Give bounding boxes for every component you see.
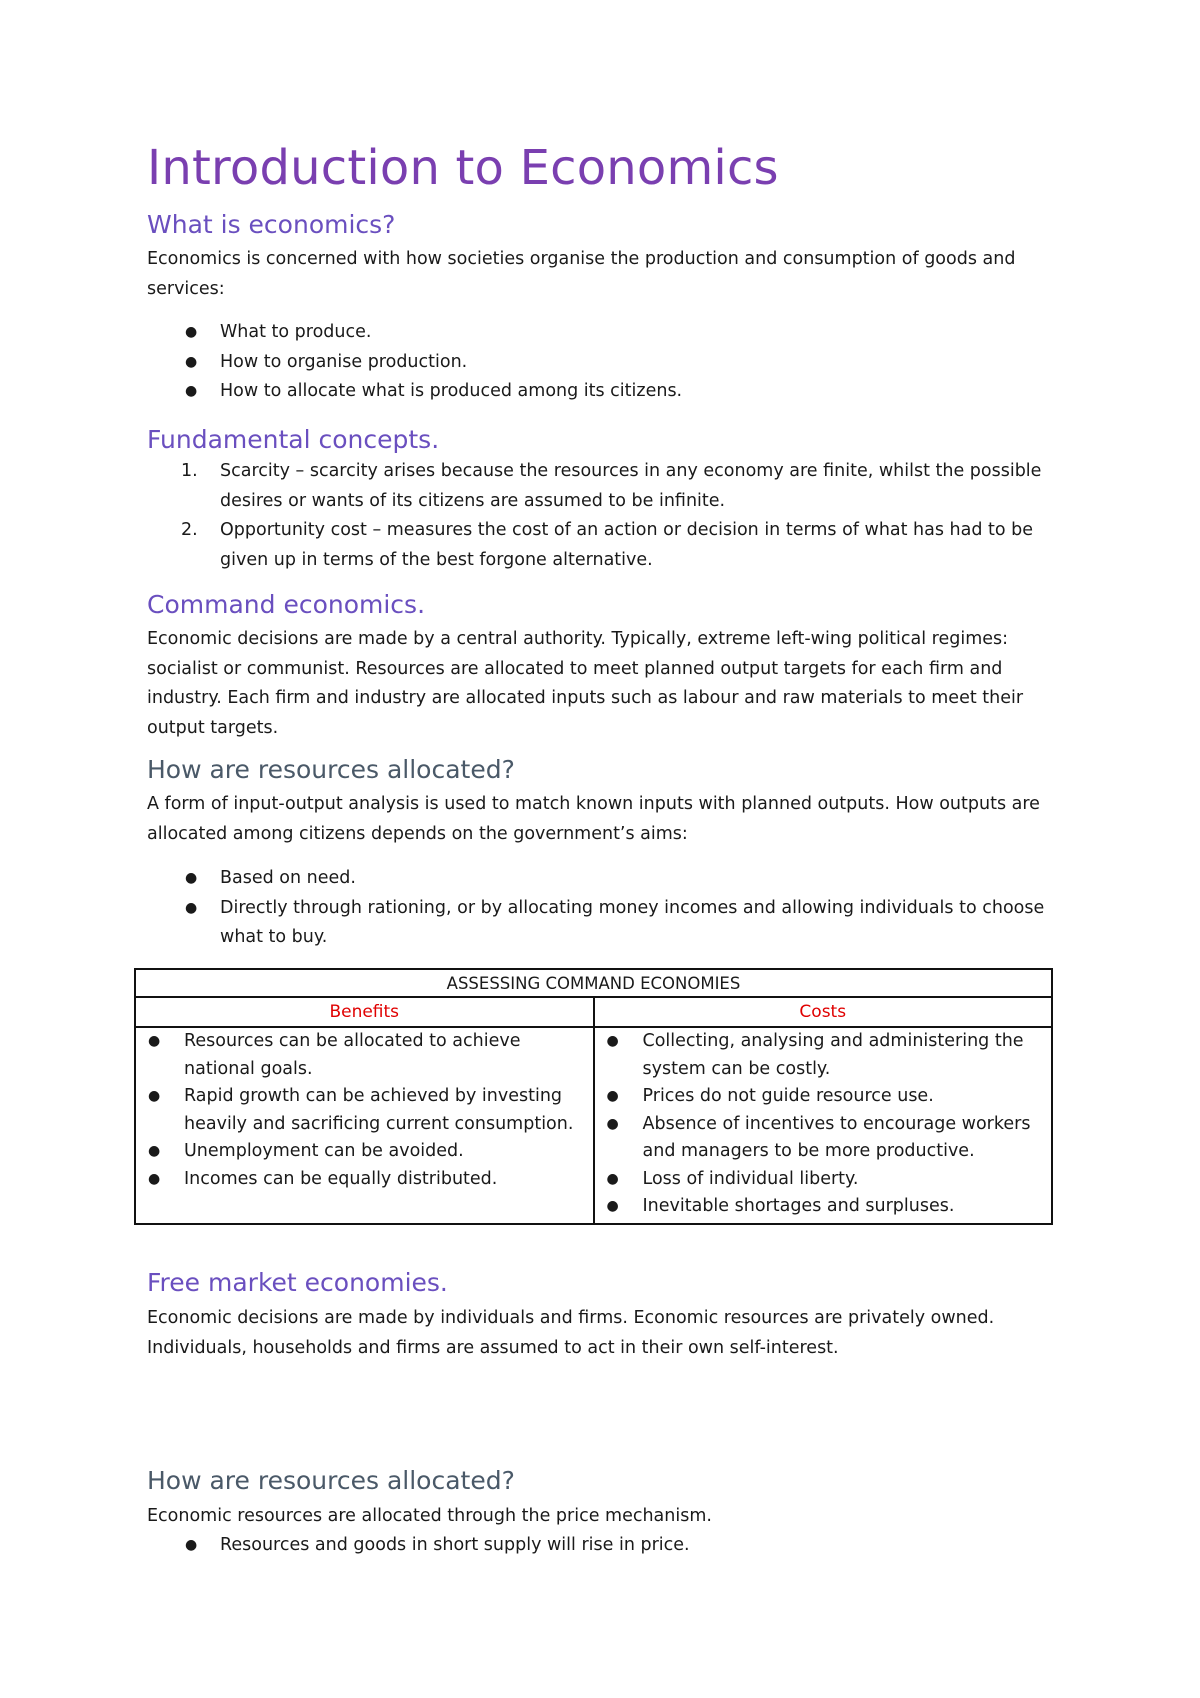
cost-item: ● Collecting, analysing and administering the system can be costly. (595, 1028, 1052, 1083)
list-item: ● What to produce. (147, 318, 1067, 348)
list-item: ● How to allocate what is produced among its citizens. (147, 377, 1067, 407)
bullet-icon: ● (148, 1143, 161, 1159)
cost-item: ● Prices do not guide resource use. (595, 1083, 1052, 1111)
paragraph-command-economics: Economic decisions are made by a central authority. Typically, extreme left-wing political regimes: socialist or communist. Resources are allocated to meet planned output targets for each firm and industry. Each firm and industry are allocated inputs such as labour and raw materials to meet their output targets. (147, 629, 1024, 738)
heading-what-is-economics: What is economics? (147, 210, 396, 239)
bullet-icon: ● (185, 324, 198, 340)
list-item: ● Directly through rationing, or by allocating money incomes and allowing individuals to choose what to buy. (147, 894, 1067, 953)
list-item: ● Resources and goods in short supply will rise in price. (147, 1531, 1067, 1561)
bullet-icon: ● (185, 383, 198, 399)
list-item: ● Based on need. (147, 864, 1067, 894)
bullet-icon: ● (606, 1033, 619, 1049)
bullet-icon: ● (606, 1088, 619, 1104)
bullet-icon: ● (606, 1170, 619, 1187)
benefit-item: ● Resources can be allocated to achieve national goals. (136, 1028, 593, 1083)
bullet-icon: ● (148, 1088, 161, 1104)
list-what-is-economics (147, 318, 1067, 407)
heading-free-market-allocation: How are resources allocated? (147, 1466, 515, 1495)
list-command-allocation (147, 864, 1067, 953)
benefit-item: ● Rapid growth can be achieved by investing heavily and sacrificing current consumption. (136, 1083, 593, 1138)
cost-item: ● Inevitable shortages and surpluses. (595, 1193, 1052, 1221)
bullet-icon: ● (606, 1115, 619, 1132)
heading-command-allocation: How are resources allocated? (147, 755, 515, 784)
table-header-benefits: Benefits (136, 998, 595, 1026)
bullet-icon: ● (185, 353, 198, 370)
table-body-row (136, 1028, 1051, 1223)
costs-cell (595, 1028, 1052, 1223)
bullet-icon: ● (148, 1170, 161, 1187)
bullet-icon: ● (606, 1198, 619, 1214)
benefits-cell (136, 1028, 595, 1223)
list-item: 1. Scarcity – scarcity arises because the resources in any economy are finite, whilst the possible desires or wants of its citizens are assumed to be infinite. (181, 461, 1042, 511)
paragraph-command-allocation: A form of input-output analysis is used to match known inputs with planned outputs. How outputs are allocated among citizens depends on the government’s aims: (147, 794, 1040, 844)
benefit-item: ● Incomes can be equally distributed. (136, 1166, 593, 1194)
table-header-costs: Costs (799, 1002, 847, 1022)
bullet-icon: ● (185, 1537, 198, 1553)
benefit-item: ● Unemployment can be avoided. (136, 1138, 593, 1166)
assessing-command-economies-table (134, 968, 1053, 1225)
paragraph-free-market-economies: Economic decisions are made by individuals and firms. Economic resources are privately owned. Individuals, households and firms are assumed to act in their own self-interest. (147, 1308, 995, 1358)
table-title: ASSESSING COMMAND ECONOMIES (136, 970, 1051, 998)
heading-command-economics: Command economics. (147, 590, 426, 619)
bullet-icon: ● (148, 1033, 161, 1049)
list-free-market-allocation (147, 1531, 1067, 1561)
bullet-icon: ● (185, 899, 198, 916)
heading-free-market-economies: Free market economies. (147, 1268, 448, 1297)
list-item: ● How to organise production. (147, 348, 1067, 378)
list-item: 2. Opportunity cost – measures the cost of an action or decision in terms of what has had to be given up in terms of the best forgone alternative. (181, 520, 1034, 570)
cost-item: ● Loss of individual liberty. (595, 1166, 1052, 1194)
document-title: Introduction to Economics (147, 140, 779, 196)
heading-fundamental-concepts: Fundamental concepts. (147, 425, 440, 454)
table-header-row (136, 998, 1051, 1028)
paragraph-free-market-allocation: Economic resources are allocated through the price mechanism. (147, 1506, 712, 1526)
list-fundamental-concepts (147, 457, 1067, 575)
paragraph-what-is-economics: Economics is concerned with how societies organise the production and consumption of goods and services: (147, 249, 1016, 299)
cost-item: ● Absence of incentives to encourage workers and managers to be more productive. (595, 1111, 1052, 1166)
bullet-icon: ● (185, 870, 198, 886)
